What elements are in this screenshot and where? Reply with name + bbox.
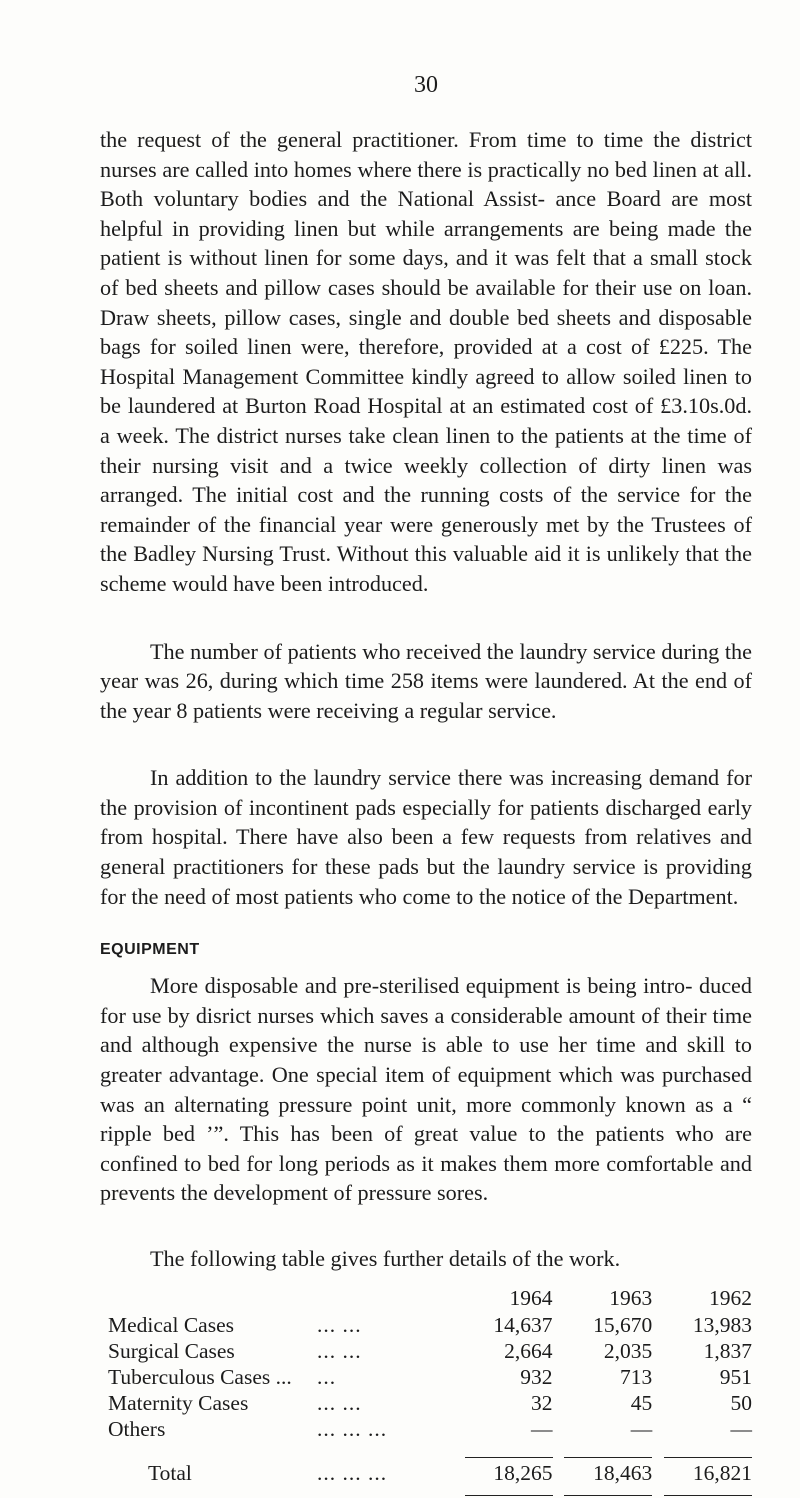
table-row xyxy=(108,1312,752,1338)
cell-value: 15,670 xyxy=(593,1312,653,1337)
total-label: Total xyxy=(148,1460,192,1485)
cell-value: — xyxy=(630,1416,653,1441)
table-header-row xyxy=(108,1284,752,1312)
cell-value: 32 xyxy=(531,1390,553,1415)
row-label: Tuberculous Cases ... xyxy=(108,1364,292,1389)
work-details-table xyxy=(108,1284,752,1498)
cell-value: 713 xyxy=(620,1364,653,1389)
cell-value: 2,035 xyxy=(603,1338,653,1363)
total-rule xyxy=(465,1457,553,1458)
paragraph-equipment: More disposable and pre-sterilised equipment is being intro- duced for use by disrict nurses which saves a considerable amount of their time and although expensive the nurse is able to use her time and skill to greater advantage. One special item of equipment which was purchased was an alternating pressure point unit, more commonly known as a “ ripple bed ’”. This has been of great value to the patients who are confined to bed for long periods as it makes them more comfortable and prevents the development of pressure sores. xyxy=(100,973,752,1206)
cell-value: 951 xyxy=(719,1364,752,1389)
document-page xyxy=(100,72,752,1498)
row-label: Surgical Cases xyxy=(108,1338,235,1363)
paragraph-incontinent-pads: In addition to the laundry service there was increasing demand for the provision of incontinent pads especially for patients discharged early from hospital. There have also been a few requests from relatives and general practitioners for these pads but the laundry service is providing for the need of most patients who come to the notice of the Department. xyxy=(100,765,752,909)
leader-dots: ... xyxy=(316,1364,337,1389)
section-heading-equipment: EQUIPMENT xyxy=(100,941,200,959)
cell-value: 932 xyxy=(520,1364,553,1389)
cell-value: 50 xyxy=(730,1390,752,1415)
table-row xyxy=(108,1364,752,1390)
column-header: 1964 xyxy=(509,1285,553,1310)
total-rule xyxy=(564,1457,652,1458)
total-value: 18,265 xyxy=(493,1460,553,1485)
total-value: 16,821 xyxy=(692,1460,752,1485)
table-total-row xyxy=(108,1460,752,1486)
cell-value: 45 xyxy=(630,1390,653,1415)
leader-dots: ... ... ... xyxy=(316,1416,388,1441)
page-number: 30 xyxy=(414,72,438,98)
row-label: Others xyxy=(108,1416,166,1441)
total-value: 18,463 xyxy=(593,1460,653,1485)
column-header: 1963 xyxy=(609,1285,653,1310)
cell-value: — xyxy=(531,1416,553,1441)
total-rule xyxy=(664,1457,752,1458)
table-row xyxy=(108,1390,752,1416)
cell-value: 14,637 xyxy=(493,1312,553,1337)
paragraph-linen: the request of the general practitioner. From time to time the district nurses are called into homes where there is practically no bed linen at all. Both voluntary bodies and the National Assist- ance Board are most helpful in providing linen but while arrangements are being made the patient is without linen for some days, and it was felt that a small stock of bed sheets and pillow cases should be available for their use on loan. Draw sheets, pillow cases, single and double bed sheets and disposable bags for soiled linen were, therefore, provided at a cost of £225. The Hospital Management Committee kindly agreed to allow soiled linen to be laundered at Burton Road Hospital at an estimated cost of £3.10s.0d. a week. The district nurses take clean linen to the patients at the time of their nursing visit and a twice weekly collection of dirty linen was arranged. The initial cost and the running costs of the service for the remainder of the financial year were generously met by the Trustees of the Badley Nursing Trust. Without this valuable aid it is unlikely that the scheme would have been introduced. xyxy=(100,127,752,596)
leader-dots: ... ... xyxy=(316,1338,362,1363)
row-label: Maternity Cases xyxy=(108,1390,249,1415)
total-underline xyxy=(664,1495,752,1496)
table-row xyxy=(108,1416,752,1442)
cell-value: 2,664 xyxy=(504,1338,553,1363)
table-row xyxy=(108,1338,752,1364)
row-label: Medical Cases xyxy=(108,1312,234,1337)
leader-dots: ... ... xyxy=(316,1312,362,1337)
table-intro: The following table gives further details of the work. xyxy=(150,1246,621,1271)
column-header: 1962 xyxy=(709,1285,752,1310)
leader-dots: ... ... xyxy=(316,1390,362,1415)
total-underline xyxy=(465,1495,553,1496)
cell-value: — xyxy=(730,1416,752,1441)
cell-value: 13,983 xyxy=(692,1312,752,1337)
paragraph-laundry-stats: The number of patients who received the laundry service during the year was 26, during which time 258 items were laundered. At the end of the year 8 patients were receiving a regular service. xyxy=(100,638,752,723)
cell-value: 1,837 xyxy=(703,1338,752,1363)
leader-dots: ... ... ... xyxy=(316,1460,388,1485)
total-underline-row xyxy=(108,1486,752,1498)
total-underline xyxy=(564,1495,652,1496)
